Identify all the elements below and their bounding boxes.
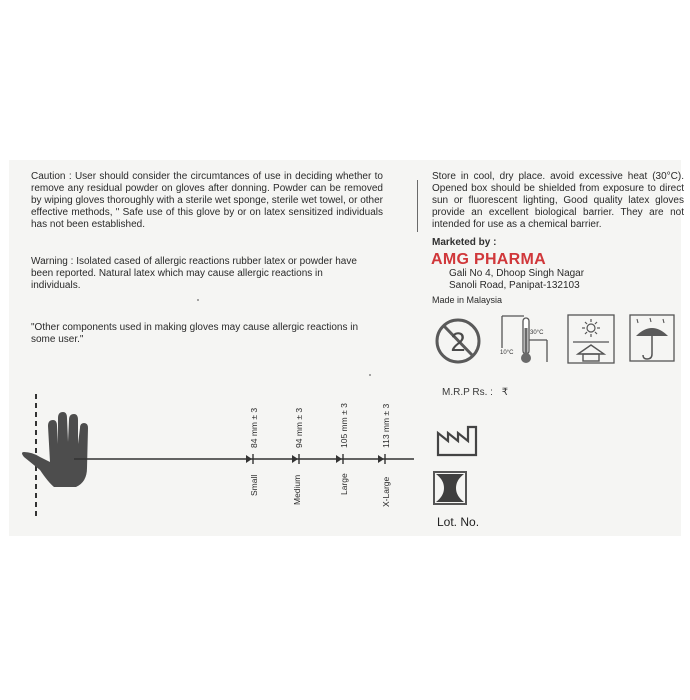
company-name: AMG PHARMA <box>431 251 546 268</box>
caution-text: Caution : User should consider the circumtances of use in deciding whether to remove any residual powder on gloves after donning. Powder can be removed by wiping gloves thoroughly with a sterile wet sponge, sterile wet towel, or other effective methods, " Safe use of this glove by or on latex sensitized individuals has not been established. <box>31 171 383 230</box>
size-measure-small: 84 mm ± 3 <box>249 407 259 448</box>
temp-high-label: 30°C <box>530 330 544 336</box>
speck <box>197 299 199 301</box>
marketed-by-label: Marketed by : <box>432 237 497 248</box>
size-measure-large: 105 mm ± 3 <box>339 403 349 448</box>
mrp-label <box>442 387 508 398</box>
address-line-2: Sanoli Road, Panipat-132103 <box>449 280 580 291</box>
size-name-large: Large <box>339 473 349 495</box>
column-divider <box>417 180 418 232</box>
do-not-reuse-number: 2 <box>450 327 466 357</box>
hand-size-gauge <box>14 390 424 525</box>
storage-instructions: Store in cool, dry place. avoid excessive heat (30°C). Opened box should be shielded from exposure to direct sun or fluorescent lighting, Good quality latex gloves provide an excellent biological barrier. They are not intended for use as a chemical barrier. <box>432 171 684 230</box>
keep-away-from-sunlight-icon <box>564 312 620 368</box>
lot-number-label: Lot. No. <box>437 515 480 529</box>
size-name-small: Small <box>249 474 259 496</box>
speck <box>369 374 371 376</box>
size-name-x-large: X-Large <box>381 476 391 507</box>
mrp-text: M.R.P Rs. : <box>442 387 493 398</box>
warning-text: Warning : Isolated cased of allergic reactions rubber latex or powder have been reported. Natural latex which may cause allergic reactions in individuals. <box>31 256 357 291</box>
rupee-symbol: ₹ <box>501 387 509 398</box>
manufacturer-icon <box>436 425 482 457</box>
size-measure-medium: 94 mm ± 3 <box>294 407 304 448</box>
temperature-limit-icon <box>497 312 555 366</box>
address-line-1: Gali No 4, Dhoop Singh Nagar <box>449 268 585 279</box>
do-not-reuse-icon <box>431 312 485 366</box>
country-of-origin: Made in Malaysia <box>432 295 503 305</box>
date-of-manufacture-icon <box>432 470 468 506</box>
keep-dry-icon <box>628 312 680 366</box>
size-name-medium: Medium <box>292 474 302 505</box>
size-measure-x-large: 113 mm ± 3 <box>381 403 391 448</box>
temp-low-label: 10°C <box>500 350 514 356</box>
components-text: "Other components used in making gloves may cause allergic reactions in some user." <box>31 322 359 345</box>
